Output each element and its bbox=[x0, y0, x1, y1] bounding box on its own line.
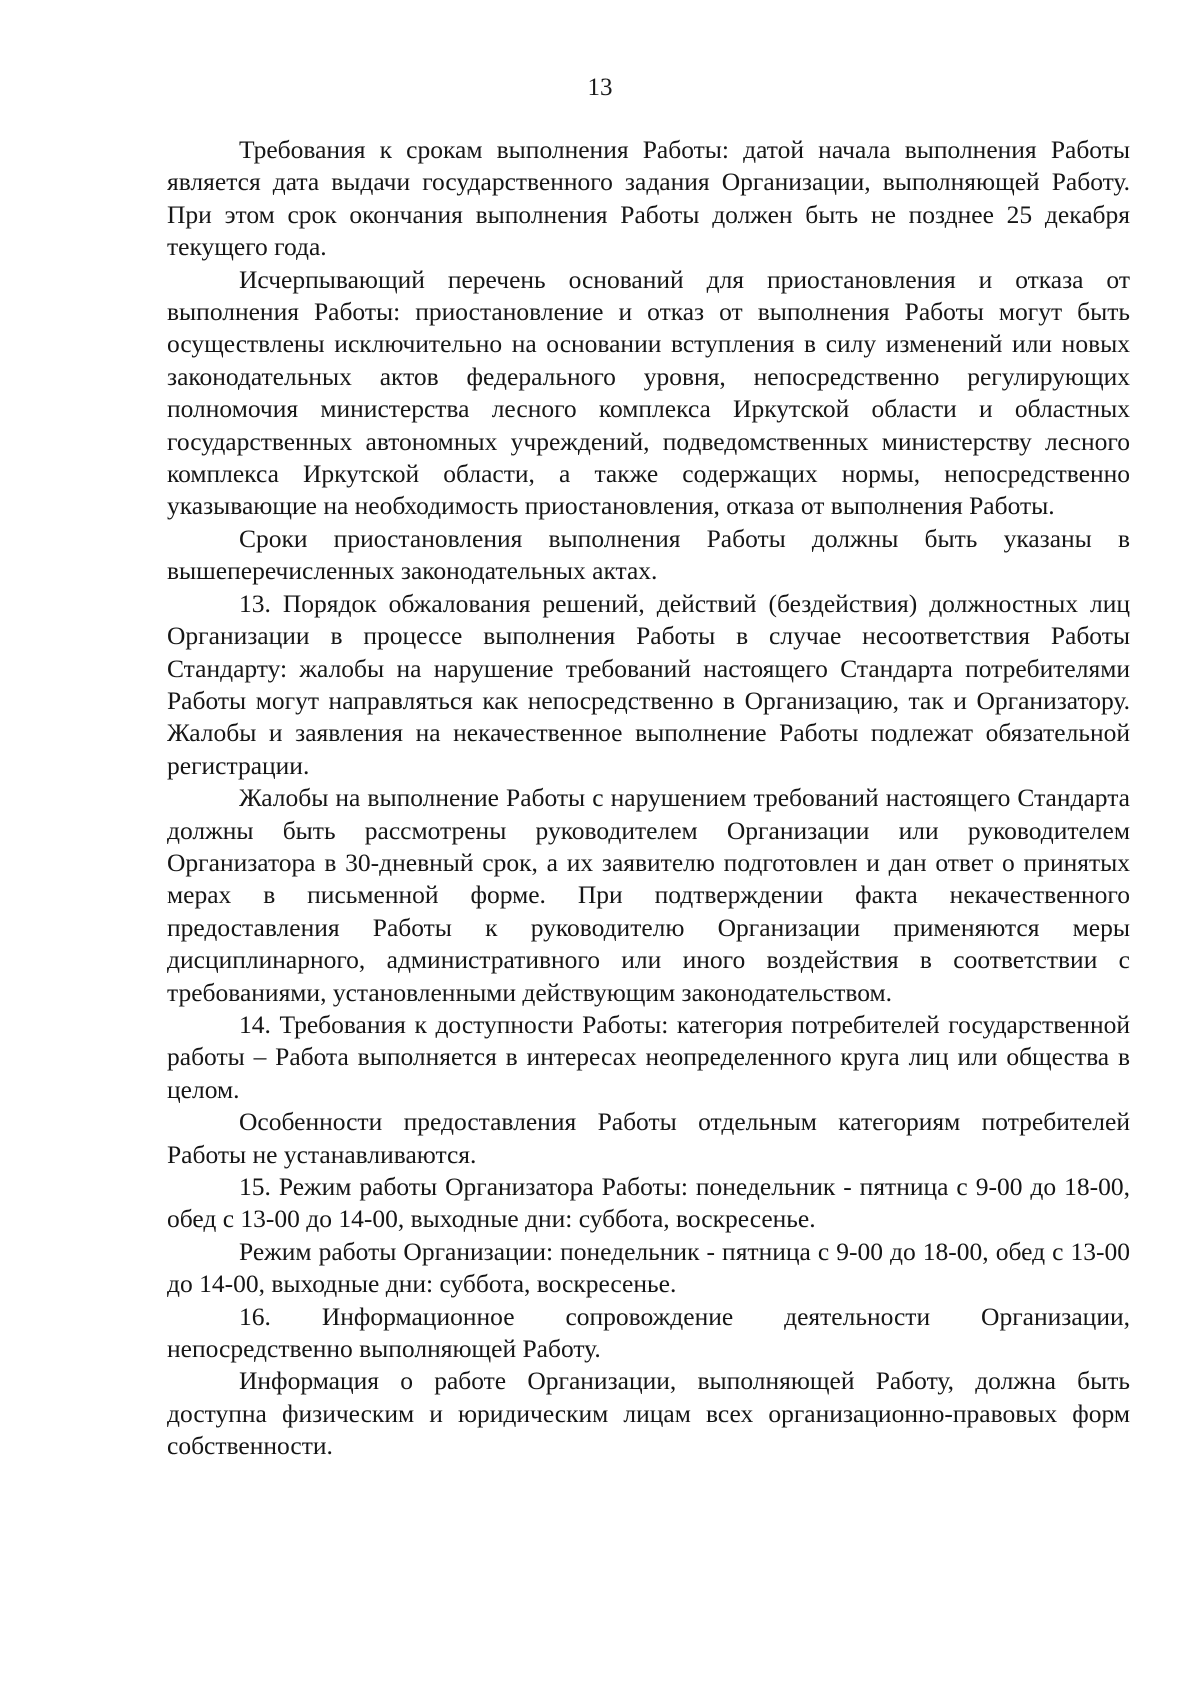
paragraph-14-accessibility: 14. Требования к доступности Работы: категория потребителей государственной работы – Работа выполняется в интересах неопределенного круга лиц или общества в целом. bbox=[167, 1009, 1130, 1104]
paragraph-suspension-terms: Сроки приостановления выполнения Работы должны быть указаны в вышеперечисленных законодательных актах. bbox=[167, 523, 1130, 586]
page-number: 13 bbox=[587, 74, 613, 101]
paragraph-work-deadlines: Требования к срокам выполнения Работы: датой начала выполнения Работы является дата выдачи государственного задания Организации, выполняющей Работу. При этом срок окончания выполнения Работы должен быть не позднее 25 декабря текущего года. bbox=[167, 135, 1130, 262]
paragraph-16-information-support: 16. Информационное сопровождение деятельности Организации, непосредственно выполняющей Работу. bbox=[167, 1301, 1130, 1364]
paragraph-information-availability: Информация о работе Организации, выполняющей Работу, должна быть доступна физическим и юридическим лицам всех организационно-правовых форм собственности. bbox=[167, 1366, 1130, 1461]
paragraph-organization-schedule: Режим работы Организации: понедельник - пятница с 9-00 до 18-00, обед с 13-00 до 14-00, выходные дни: суббота, воскресенье. bbox=[167, 1236, 1130, 1299]
paragraph-15-organizer-schedule: 15. Режим работы Организатора Работы: понедельник - пятница с 9-00 до 18-00, обед с 13-00 до 14-00, выходные дни: суббота, воскресенье. bbox=[167, 1172, 1130, 1234]
document-body bbox=[167, 134, 1130, 1463]
paragraph-13-appeal-procedure: 13. Порядок обжалования решений, действий (бездействия) должностных лиц Организации в процессе выполнения Работы в случае несоответствия Работы Стандарту: жалобы на нарушение требований настоящего Стандарта потребителями Работы могут направляться как непосредственно в Организацию, так и Организатору. Жалобы и заявления на некачественное выполнение Работы подлежат обязательной регистрации. bbox=[167, 588, 1130, 780]
paragraph-suspension-grounds: Исчерпывающий перечень оснований для приостановления и отказа от выполнения Работы: приостановление и отказ от выполнения Работы могут быть осуществлены исключительно на основании вступления в силу изменений или новых законодательных актов федерального уровня, непосредственно регулирующих полномочия министерства лесного комплекса Иркутской области и областных государственных автономных учреждений, подведомственных министерству лесного комплекса Иркутской области, а также содержащих нормы, непосредственно указывающие на необходимость приостановления, отказа от выполнения Работы. bbox=[167, 264, 1130, 521]
paragraph-complaint-review: Жалобы на выполнение Работы с нарушением требований настоящего Стандарта должны быть рассмотрены руководителем Организации или руководителем Организатора в 30-дневный срок, а их заявителю подготовлен и дан ответ о принятых мерах в письменной форме. При подтверждении факта некачественного предоставления Работы к руководителю Организации применяются меры дисциплинарного, административного или иного воздействия в соответствии с требованиями, установленными действующим законодательством. bbox=[167, 783, 1130, 1007]
paragraph-consumer-categories: Особенности предоставления Работы отдельным категориям потребителей Работы не устанавливаются. bbox=[167, 1107, 1130, 1169]
